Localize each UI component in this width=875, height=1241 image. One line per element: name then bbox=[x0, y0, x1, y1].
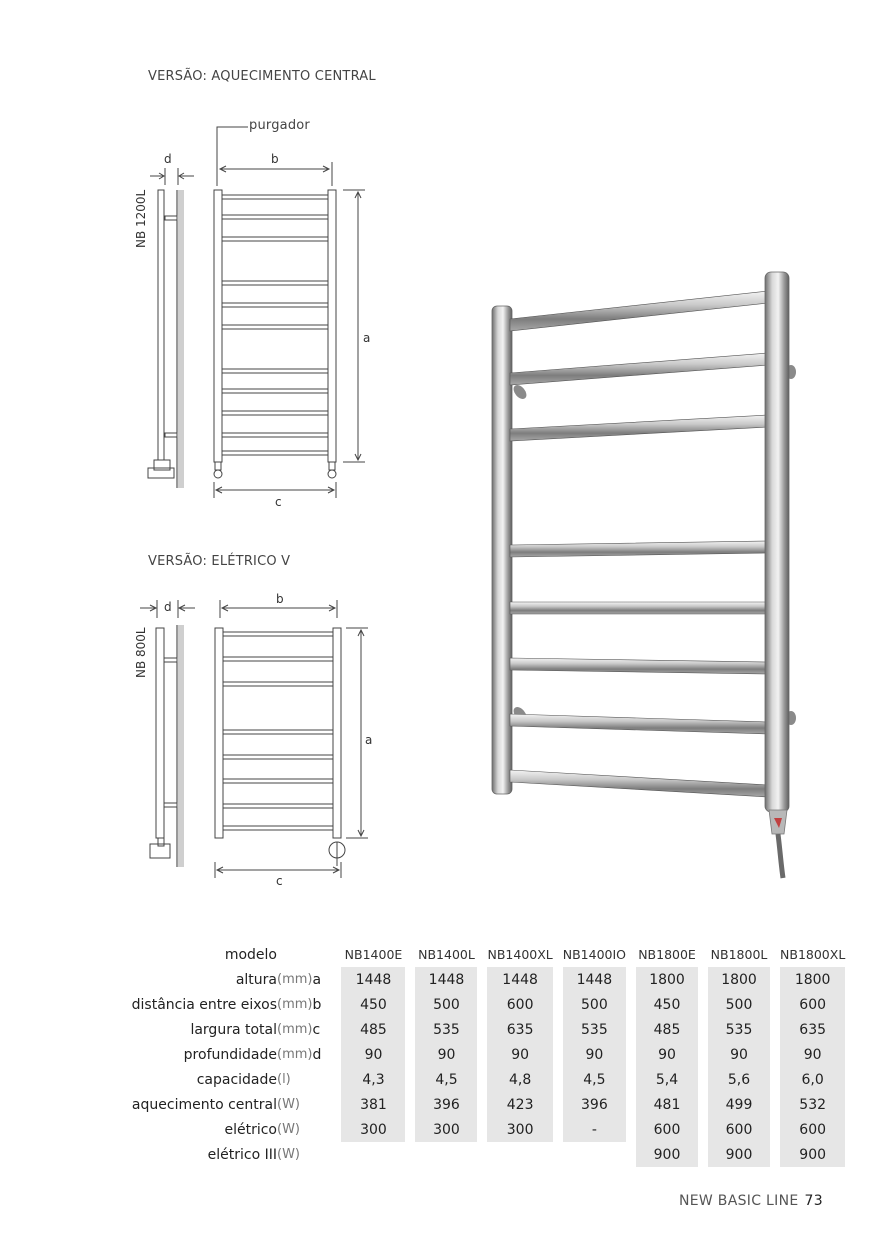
cell: 900 bbox=[708, 1142, 770, 1167]
row-unit: (mm) bbox=[277, 972, 313, 987]
page-footer bbox=[679, 1193, 823, 1209]
model-header: NB1400IO bbox=[562, 947, 627, 962]
model-header: NB1400XL bbox=[487, 947, 553, 962]
model-header: NB1800XL bbox=[780, 947, 846, 962]
spec-header-row bbox=[130, 942, 845, 967]
row-name: distância entre eixos bbox=[131, 996, 277, 1013]
cell: 1448 bbox=[415, 967, 477, 992]
header-label: modelo bbox=[224, 946, 277, 963]
cell: 600 bbox=[708, 1117, 770, 1142]
cell: 635 bbox=[780, 1017, 845, 1042]
cell: 600 bbox=[780, 992, 845, 1017]
electric-dim-a: a bbox=[365, 733, 373, 747]
cell: 500 bbox=[708, 992, 770, 1017]
cell: 6,0 bbox=[780, 1067, 845, 1092]
spec-row-distancia bbox=[130, 992, 845, 1017]
cell: 396 bbox=[563, 1092, 626, 1117]
row-name: altura bbox=[235, 971, 277, 988]
cell: 532 bbox=[780, 1092, 845, 1117]
cell: 450 bbox=[636, 992, 698, 1017]
cell: 90 bbox=[415, 1042, 477, 1067]
cell: 381 bbox=[341, 1092, 405, 1117]
central-model-label: NB 1200L bbox=[134, 189, 148, 248]
section-title-central-heating: VERSÃO: AQUECIMENTO CENTRAL bbox=[148, 69, 376, 84]
cell: 300 bbox=[487, 1117, 552, 1142]
purgador-label: purgador bbox=[249, 118, 310, 133]
cell: 500 bbox=[563, 992, 626, 1017]
cell: 4,5 bbox=[415, 1067, 477, 1092]
cell: 535 bbox=[415, 1017, 477, 1042]
electric-dim-b: b bbox=[276, 592, 284, 606]
spec-row-eletrico bbox=[130, 1117, 845, 1142]
cell: - bbox=[563, 1117, 626, 1142]
row-name: aquecimento central bbox=[131, 1096, 277, 1113]
cell: 600 bbox=[636, 1117, 698, 1142]
row-unit: (l) bbox=[277, 1072, 291, 1087]
row-name: capacidade bbox=[196, 1071, 277, 1088]
model-header: NB1800E bbox=[638, 947, 696, 962]
row-name: largura total bbox=[190, 1021, 277, 1038]
cell: 900 bbox=[636, 1142, 698, 1167]
row-unit: (mm) bbox=[277, 1022, 313, 1037]
cell: 5,6 bbox=[708, 1067, 770, 1092]
electric-dim-d: d bbox=[164, 600, 172, 614]
row-letter: b bbox=[312, 996, 322, 1013]
cell: 4,5 bbox=[563, 1067, 626, 1092]
cell: 1448 bbox=[563, 967, 626, 992]
row-letter: d bbox=[312, 1046, 322, 1063]
cell: 635 bbox=[487, 1017, 552, 1042]
row-unit: (W) bbox=[277, 1147, 300, 1162]
cell: 499 bbox=[708, 1092, 770, 1117]
footer-brand: NEW BASIC LINE bbox=[679, 1193, 799, 1209]
central-side-view bbox=[148, 168, 194, 488]
cell: 423 bbox=[487, 1092, 552, 1117]
model-header: NB1400L bbox=[418, 947, 475, 962]
cell: 1800 bbox=[708, 967, 770, 992]
cell: 600 bbox=[487, 992, 552, 1017]
section-title-electric: VERSÃO: ELÉTRICO V bbox=[148, 554, 291, 569]
row-unit: (mm) bbox=[277, 1047, 313, 1062]
spec-row-aquecimento bbox=[130, 1092, 845, 1117]
spec-row-profundidade bbox=[130, 1042, 845, 1067]
spec-table bbox=[130, 942, 845, 1167]
central-front-view bbox=[214, 127, 365, 498]
row-name: profundidade bbox=[183, 1046, 277, 1063]
spec-row-capacidade bbox=[130, 1067, 845, 1092]
cell: 1800 bbox=[780, 967, 845, 992]
cell: 535 bbox=[563, 1017, 626, 1042]
cell: 4,8 bbox=[487, 1067, 552, 1092]
model-header: NB1400E bbox=[344, 947, 403, 962]
row-name: elétrico bbox=[224, 1121, 277, 1138]
cell: 90 bbox=[780, 1042, 845, 1067]
cell: 396 bbox=[415, 1092, 477, 1117]
cell: 481 bbox=[636, 1092, 698, 1117]
row-name: elétrico III bbox=[207, 1146, 277, 1163]
cell: 300 bbox=[341, 1117, 405, 1142]
row-unit: (mm) bbox=[277, 997, 313, 1012]
row-unit: (W) bbox=[277, 1122, 300, 1137]
central-dim-c: c bbox=[275, 495, 282, 509]
row-unit: (W) bbox=[277, 1097, 300, 1112]
cell: 1448 bbox=[341, 967, 405, 992]
row-letter: c bbox=[312, 1021, 321, 1038]
cell: 90 bbox=[341, 1042, 405, 1067]
cell: 300 bbox=[415, 1117, 477, 1142]
cell: 900 bbox=[780, 1142, 845, 1167]
cell: 4,3 bbox=[341, 1067, 405, 1092]
cell: 5,4 bbox=[636, 1067, 698, 1092]
towel-radiator-illustration bbox=[492, 272, 796, 878]
electric-side-view bbox=[140, 600, 195, 867]
central-dim-b: b bbox=[271, 152, 279, 166]
cell: 485 bbox=[636, 1017, 698, 1042]
spec-row-altura bbox=[130, 967, 845, 992]
row-letter: a bbox=[312, 971, 322, 988]
cell: 485 bbox=[341, 1017, 405, 1042]
central-dim-d: d bbox=[164, 152, 172, 166]
cell: 90 bbox=[563, 1042, 626, 1067]
cell: 1800 bbox=[636, 967, 698, 992]
page-number: 73 bbox=[804, 1193, 823, 1209]
cell: 90 bbox=[708, 1042, 770, 1067]
cell: 1448 bbox=[487, 967, 552, 992]
electric-dim-c: c bbox=[276, 874, 283, 888]
spec-row-eletrico-iii bbox=[130, 1142, 845, 1167]
cell: 535 bbox=[708, 1017, 770, 1042]
cell: 90 bbox=[487, 1042, 552, 1067]
cell: 450 bbox=[341, 992, 405, 1017]
electric-model-label: NB 800L bbox=[134, 627, 148, 678]
cell: 500 bbox=[415, 992, 477, 1017]
cell: 90 bbox=[636, 1042, 698, 1067]
spec-row-largura bbox=[130, 1017, 845, 1042]
cell: 600 bbox=[780, 1117, 845, 1142]
central-dim-a: a bbox=[363, 331, 371, 345]
model-header: NB1800L bbox=[710, 947, 768, 962]
electric-front-view bbox=[215, 600, 368, 878]
